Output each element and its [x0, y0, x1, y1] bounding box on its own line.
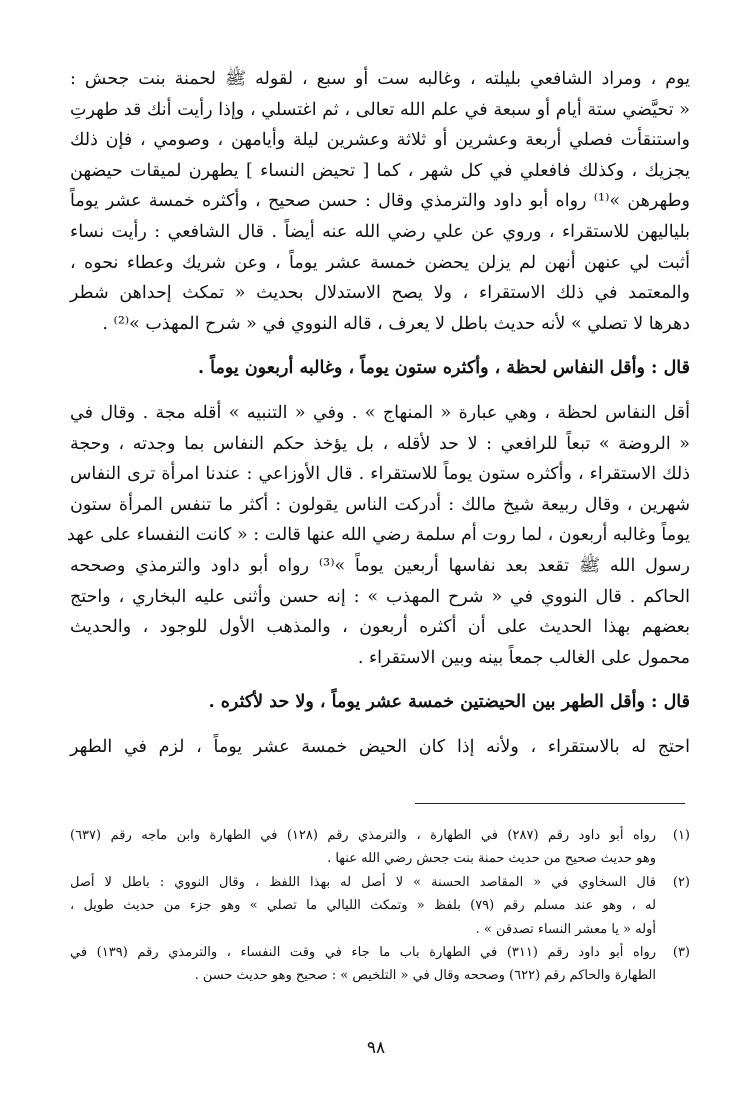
- footnote-line: رواه أبو داود رقم (٣١١) في الطهارة باب ما جاء في وقت النفساء ، والترمذي رقم (١٣٩) في: [70, 945, 657, 961]
- text-line: « الروضة » تبعاً للرافعي : لا حد لأقله ، بل يؤخذ حكم النفاس بما وجدته ، وحجة: [70, 433, 690, 454]
- text-line: يجزيك ، وكذلك فافعلي في كل شهر ، كما [ تحيض النساء ] يطهرن لميقات حيضهن: [70, 160, 690, 181]
- footnote-number: (١): [672, 828, 690, 843]
- footnote-line: قال السخاوي في « المقاصد الحسنة » لا أصل له بهذا اللفظ ، وقال النووي : باطل لا أصل: [70, 874, 656, 890]
- footnote-line: وهو حديث صحيح من حديث حمنة بنت جحش رضي الله عنها .: [327, 851, 656, 867]
- footnotes: [70, 824, 690, 988]
- section-heading-nifas: قال : وأقل النفاس لحظة ، وأكثره ستون يوماً ، وغالبه أربعون يوماً .: [197, 358, 690, 379]
- paragraph-nifas: [66, 398, 691, 673]
- text-line: يوماً وغالبه أربعون ، لما روت أم سلمة رضي الله عنها قالت : « كانت النفساء على عهد: [66, 525, 690, 546]
- footnote-3: [70, 941, 690, 988]
- text-line: شهرين ، وقال ربيعة شيخ مالك : أدركت الناس يقولون : أكثر ما تنفس المرأة ستون: [70, 494, 690, 515]
- page-number: ٩٨: [366, 1038, 386, 1058]
- footnote-number: (٢): [672, 874, 690, 890]
- text-line: وطهرهن »⁽¹⁾ رواه أبو داود والترمذي وقال : حسن صحيح ، وأكثره خمسة عشر يوماً: [70, 191, 690, 212]
- text-line: دهرها لا تصلي » لأنه حديث باطل لا يعرف ، قاله النووي في « شرح المهذب »⁽²⁾ .: [102, 313, 690, 334]
- main-text: [66, 64, 691, 762]
- text-line: بعضهم بهذا الحديث على أن أكثره أربعون ، والمذهب الأول للوجود ، والحديث: [70, 617, 690, 638]
- section-heading-tuhr: قال : وأقل الطهر بين الحيضتين خمسة عشر يوماً ، ولا حد لأكثره .: [208, 692, 690, 713]
- text-line: الحاكم . قال النووي في « شرح المهذب » : إنه حسن وأثنى عليه البخاري ، واحتج: [70, 586, 690, 607]
- text-line: « تحيَّضي ستة أيام أو سبعة في علم الله تعالى ، ثم اغتسلي ، وإذا رأيت أنك قد طهرتِ: [70, 99, 690, 120]
- text-line: واستنقأت فصلي أربعة وعشرين أو ثلاثة وعشرين ليلة وأيامهن ، وصومي ، فإن ذلك: [70, 130, 690, 151]
- text-line: أقل النفاس لحظة ، وهي عبارة « المنهاج » . وفي « التنبيه » أقله مجة . وقال في: [70, 402, 690, 423]
- footnote-line: الطهارة والحاكم رقم (٦٢٢) وصححه وقال في « التلخيص » : صحيح وهو حديث حسن .: [194, 968, 656, 984]
- text-line: أثبت لي عنهن أنهن لم يزلن يحضن خمسة عشر يوماً ، وعن شريك وعطاء نحوه ،: [70, 252, 690, 273]
- text-line: والمعتمد في ذلك الاستقراء ، ولا يصح الاستدلال بحديث « تمكث إحداهن شطر: [70, 283, 690, 304]
- text-line: احتج له بالاستقراء ، ولأنه إذا كان الحيض خمسة عشر يوماً ، لزم في الطهر: [70, 736, 690, 757]
- paragraph-menstruation: [70, 64, 690, 339]
- footnote-line: له ، وهو عند مسلم رقم (٧٩) بلفظ « وتمكث الليالي ما تصلي » وهو جزء من حديث طويل ،: [70, 898, 656, 914]
- text-line: ذلك الاستقراء ، وأكثره ستون يوماً للاستقراء . قال الأوزاعي : عندنا امرأة ترى النفاس: [70, 464, 690, 485]
- footnote-1: [70, 824, 690, 871]
- paragraph-tuhr: [70, 732, 690, 763]
- footnote-line: رواه أبو داود رقم (٢٨٧) في الطهارة ، والترمذي رقم (١٢٨) في الطهارة وابن ماجه رقم (٦٣٧): [70, 828, 657, 843]
- text-line: محمول على الغالب جمعاً بينه وبين الاستقراء .: [357, 647, 690, 668]
- text-line: رسول الله ﷺ تقعد بعد نفاسها أربعين يوماً »⁽³⁾ رواه أبو داود والترمذي وصححه: [70, 555, 691, 576]
- text-line: بلياليهن للاستقراء ، وروي عن علي رضي الله عنه أيضاً . قال الشافعي : رأيت نساء: [70, 221, 690, 242]
- text-line: يوم ، ومراد الشافعي بليلته ، وغالبه ست أو سبع ، لقوله ﷺ لحمنة بنت جحش :: [70, 69, 690, 89]
- footnote-line: أوله « يا معشر النساء تصدقن » .: [475, 921, 656, 937]
- footnote-2: [70, 871, 690, 941]
- footnote-number: (٣): [672, 945, 690, 961]
- footnote-separator: [415, 803, 685, 804]
